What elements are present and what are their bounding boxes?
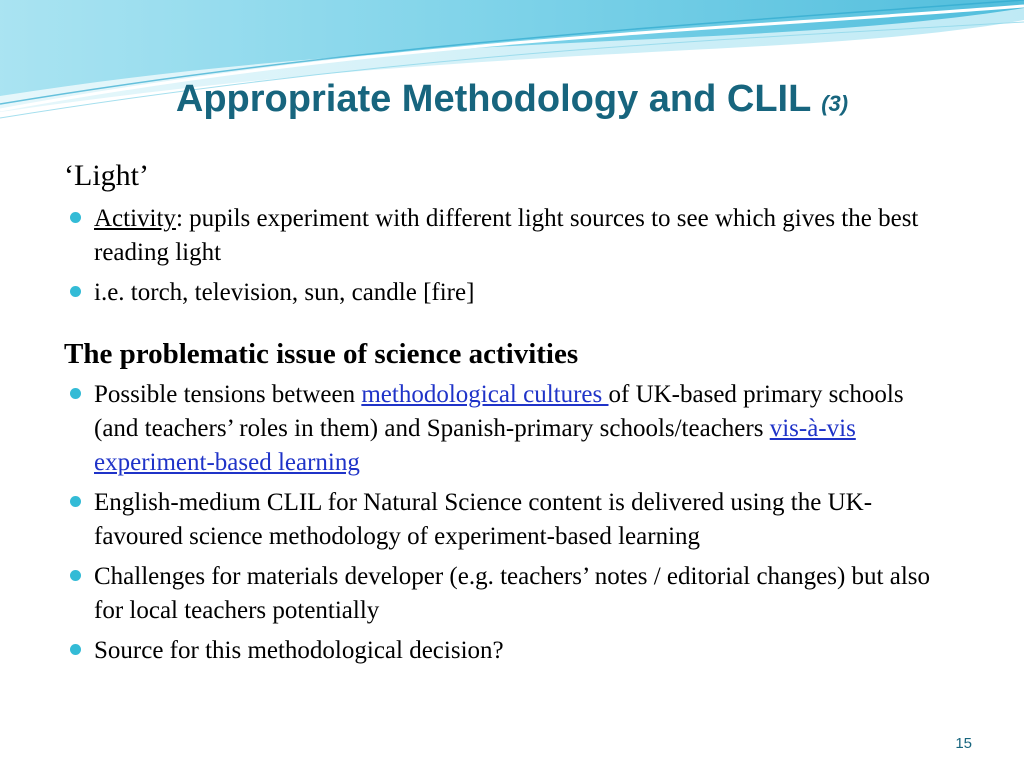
activity-label: Activity (94, 205, 176, 232)
list-item (64, 378, 954, 480)
problematic-bullet-list (64, 378, 954, 668)
clil-text: English-medium CLIL for Natural Science content is delivered using the UK-favoured science methodology of experiment-based learning (94, 489, 873, 550)
list-item (64, 634, 954, 668)
activity-text: : pupils experiment with different light sources to see which gives the best reading light (94, 205, 919, 266)
section-heading-problematic: The problematic issue of science activities (64, 338, 579, 370)
section-heading-light: ‘Light’ (64, 159, 149, 192)
tensions-text-mid: of UK-based primary schools (and teachers’ roles in them) and Spanish-primary schools/teachers (94, 381, 904, 442)
bullet-icon (70, 388, 81, 399)
methodological-cultures-link[interactable]: methodological cultures (361, 381, 609, 408)
list-item (64, 276, 954, 310)
bullet-icon (70, 496, 81, 507)
tensions-text-pre: Possible tensions between (94, 381, 362, 408)
page-number: 15 (955, 735, 972, 752)
light-bullet-list (64, 202, 954, 310)
bullet-icon (70, 212, 81, 223)
bullet-icon (70, 570, 81, 581)
source-text: Source for this methodological decision? (94, 637, 504, 664)
list-item (64, 560, 954, 628)
list-item (64, 202, 954, 270)
bullet-icon (70, 286, 81, 297)
slide-title-main: Appropriate Methodology and CLIL (175, 78, 822, 120)
list-item (64, 486, 954, 554)
experiment-based-learning-link[interactable]: vis-à-vis experiment-based learning (94, 415, 856, 476)
slide-content (64, 158, 954, 674)
challenges-text: Challenges for materials developer (e.g. teachers’ notes / editorial changes) but also for local teachers potentially (94, 563, 931, 624)
examples-text: i.e. torch, television, sun, candle [fire] (94, 279, 475, 306)
slide-title-suffix: (3) (821, 91, 849, 116)
slide-title (0, 76, 1024, 127)
bullet-icon (70, 644, 81, 655)
